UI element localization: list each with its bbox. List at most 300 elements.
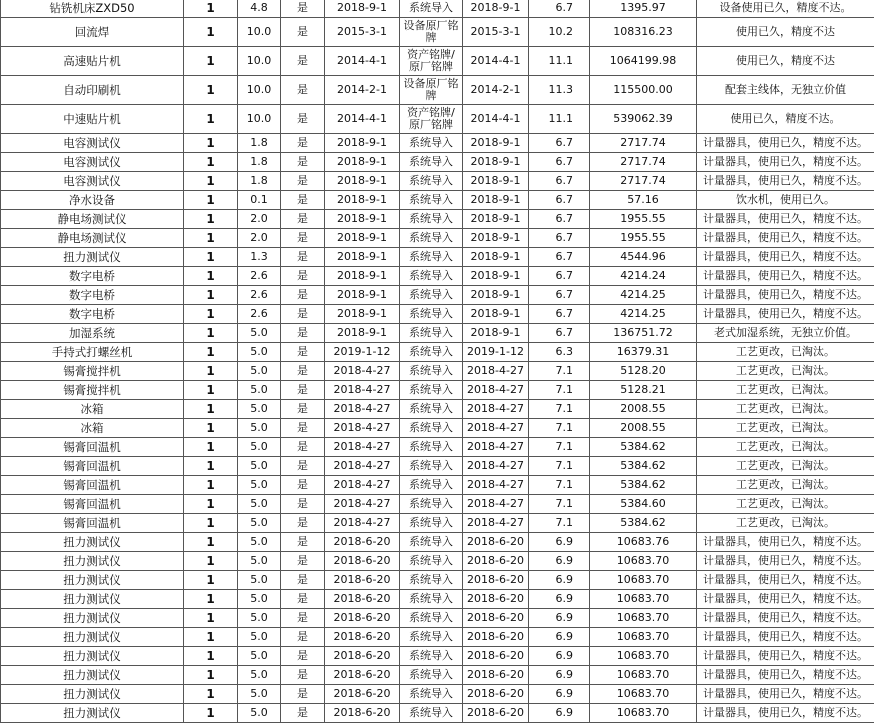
used-years-cell: 6.3 [529,343,590,362]
useful-life-cell: 2.0 [238,210,281,229]
used-years-cell: 7.1 [529,419,590,438]
disposal-reason-cell: 工艺更改，已淘汰。 [697,343,874,362]
acquire-date-cell: 2018-6-20 [325,552,400,571]
evidence-source-cell: 系统导入 [400,362,463,381]
table-row [1,381,874,400]
useful-life-cell: 5.0 [238,495,281,514]
flag-cell: 是 [281,153,325,172]
original-value-cell: 5384.62 [590,476,697,495]
quantity-cell: 1 [184,343,238,362]
table-row [1,533,874,552]
quantity-cell: 1 [184,18,238,47]
equipment-name-cell: 自动印刷机 [1,76,184,105]
flag-cell: 是 [281,400,325,419]
acquire-date-cell: 2018-6-20 [325,533,400,552]
used-years-cell: 7.1 [529,495,590,514]
acquire-date-cell: 2018-4-27 [325,362,400,381]
disposal-reason-cell: 设备使用已久，精度不达。 [697,0,874,18]
start-date-cell: 2018-4-27 [463,400,529,419]
quantity-cell: 1 [184,571,238,590]
acquire-date-cell: 2018-4-27 [325,476,400,495]
flag-cell: 是 [281,305,325,324]
evidence-source-cell: 系统导入 [400,381,463,400]
flag-cell: 是 [281,685,325,704]
evidence-source-cell: 系统导入 [400,210,463,229]
evidence-source-cell: 资产铭牌/原厂铭牌 [400,47,463,76]
acquire-date-cell: 2018-9-1 [325,229,400,248]
flag-cell: 是 [281,229,325,248]
start-date-cell: 2018-6-20 [463,666,529,685]
start-date-cell: 2018-9-1 [463,134,529,153]
evidence-source-cell: 系统导入 [400,438,463,457]
acquire-date-cell: 2018-9-1 [325,248,400,267]
quantity-cell: 1 [184,153,238,172]
used-years-cell: 6.7 [529,305,590,324]
start-date-cell: 2014-4-1 [463,47,529,76]
used-years-cell: 7.1 [529,476,590,495]
disposal-reason-cell: 计量器具，使用已久，精度不达。 [697,590,874,609]
start-date-cell: 2018-9-1 [463,172,529,191]
evidence-source-cell: 系统导入 [400,514,463,533]
disposal-reason-cell: 计量器具，使用已久，精度不达。 [697,571,874,590]
start-date-cell: 2018-6-20 [463,590,529,609]
start-date-cell: 2018-9-1 [463,305,529,324]
quantity-cell: 1 [184,305,238,324]
flag-cell: 是 [281,514,325,533]
acquire-date-cell: 2018-9-1 [325,172,400,191]
table-row [1,476,874,495]
quantity-cell: 1 [184,400,238,419]
equipment-name-cell: 净水设备 [1,191,184,210]
evidence-source-cell: 系统导入 [400,134,463,153]
evidence-source-cell: 设备原厂铭牌 [400,18,463,47]
disposal-reason-cell: 工艺更改，已淘汰。 [697,438,874,457]
table-row [1,495,874,514]
start-date-cell: 2018-4-27 [463,514,529,533]
used-years-cell: 6.7 [529,229,590,248]
table-row [1,343,874,362]
equipment-name-cell: 扭力测试仪 [1,590,184,609]
original-value-cell: 5384.62 [590,457,697,476]
acquire-date-cell: 2018-9-1 [325,267,400,286]
useful-life-cell: 5.0 [238,324,281,343]
start-date-cell: 2018-4-27 [463,457,529,476]
start-date-cell: 2019-1-12 [463,343,529,362]
disposal-reason-cell: 工艺更改，已淘汰。 [697,362,874,381]
flag-cell: 是 [281,647,325,666]
useful-life-cell: 5.0 [238,609,281,628]
useful-life-cell: 2.0 [238,229,281,248]
quantity-cell: 1 [184,476,238,495]
disposal-reason-cell: 计量器具，使用已久，精度不达。 [697,628,874,647]
equipment-name-cell: 钻铣机床ZXD50 [1,0,184,18]
acquire-date-cell: 2018-6-20 [325,647,400,666]
flag-cell: 是 [281,210,325,229]
quantity-cell: 1 [184,457,238,476]
equipment-name-cell: 锡膏回温机 [1,495,184,514]
flag-cell: 是 [281,324,325,343]
original-value-cell: 4214.24 [590,267,697,286]
evidence-source-cell: 系统导入 [400,191,463,210]
original-value-cell: 4544.96 [590,248,697,267]
equipment-name-cell: 数字电桥 [1,305,184,324]
table-row [1,457,874,476]
table-row [1,685,874,704]
useful-life-cell: 10.0 [238,105,281,134]
start-date-cell: 2018-4-27 [463,438,529,457]
evidence-source-cell: 系统导入 [400,647,463,666]
original-value-cell: 2008.55 [590,419,697,438]
original-value-cell: 1064199.98 [590,47,697,76]
evidence-source-cell: 系统导入 [400,533,463,552]
equipment-name-cell: 扭力测试仪 [1,552,184,571]
used-years-cell: 6.7 [529,324,590,343]
evidence-source-cell: 系统导入 [400,457,463,476]
used-years-cell: 6.9 [529,685,590,704]
disposal-reason-cell: 工艺更改，已淘汰。 [697,400,874,419]
flag-cell: 是 [281,666,325,685]
useful-life-cell: 5.0 [238,419,281,438]
useful-life-cell: 5.0 [238,362,281,381]
used-years-cell: 7.1 [529,362,590,381]
useful-life-cell: 5.0 [238,438,281,457]
used-years-cell: 6.9 [529,647,590,666]
evidence-source-cell: 系统导入 [400,419,463,438]
used-years-cell: 6.7 [529,248,590,267]
flag-cell: 是 [281,704,325,723]
original-value-cell: 10683.70 [590,685,697,704]
evidence-source-cell: 系统导入 [400,286,463,305]
acquire-date-cell: 2014-4-1 [325,47,400,76]
disposal-reason-cell: 计量器具，使用已久，精度不达。 [697,134,874,153]
disposal-reason-cell: 计量器具，使用已久，精度不达。 [697,552,874,571]
used-years-cell: 6.7 [529,267,590,286]
disposal-reason-cell: 饮水机，使用已久。 [697,191,874,210]
disposal-reason-cell: 使用已久，精度不达。 [697,105,874,134]
flag-cell: 是 [281,476,325,495]
flag-cell: 是 [281,267,325,286]
table-row [1,134,874,153]
table-body [1,0,874,723]
acquire-date-cell: 2018-9-1 [325,153,400,172]
table-row [1,0,874,18]
start-date-cell: 2018-6-20 [463,571,529,590]
equipment-name-cell: 锡膏回温机 [1,514,184,533]
equipment-name-cell: 数字电桥 [1,267,184,286]
table-row [1,419,874,438]
original-value-cell: 10683.70 [590,571,697,590]
quantity-cell: 1 [184,609,238,628]
useful-life-cell: 5.0 [238,514,281,533]
used-years-cell: 6.7 [529,172,590,191]
useful-life-cell: 5.0 [238,457,281,476]
original-value-cell: 10683.70 [590,590,697,609]
original-value-cell: 16379.31 [590,343,697,362]
equipment-name-cell: 回流焊 [1,18,184,47]
useful-life-cell: 5.0 [238,628,281,647]
acquire-date-cell: 2018-4-27 [325,419,400,438]
original-value-cell: 57.16 [590,191,697,210]
start-date-cell: 2018-9-1 [463,153,529,172]
useful-life-cell: 10.0 [238,76,281,105]
evidence-source-cell: 系统导入 [400,267,463,286]
useful-life-cell: 5.0 [238,400,281,419]
evidence-source-cell: 系统导入 [400,305,463,324]
flag-cell: 是 [281,18,325,47]
acquire-date-cell: 2018-9-1 [325,286,400,305]
acquire-date-cell: 2019-1-12 [325,343,400,362]
table-row [1,552,874,571]
quantity-cell: 1 [184,105,238,134]
table-row [1,590,874,609]
table-row [1,362,874,381]
useful-life-cell: 5.0 [238,533,281,552]
quantity-cell: 1 [184,362,238,381]
original-value-cell: 5128.21 [590,381,697,400]
table-row [1,666,874,685]
start-date-cell: 2014-4-1 [463,105,529,134]
flag-cell: 是 [281,438,325,457]
start-date-cell: 2018-9-1 [463,267,529,286]
table-row [1,305,874,324]
acquire-date-cell: 2018-6-20 [325,609,400,628]
start-date-cell: 2015-3-1 [463,18,529,47]
flag-cell: 是 [281,419,325,438]
useful-life-cell: 4.8 [238,0,281,18]
disposal-reason-cell: 计量器具，使用已久，精度不达。 [697,704,874,723]
evidence-source-cell: 系统导入 [400,685,463,704]
useful-life-cell: 10.0 [238,47,281,76]
acquire-date-cell: 2018-9-1 [325,191,400,210]
equipment-name-cell: 冰箱 [1,400,184,419]
useful-life-cell: 2.6 [238,286,281,305]
disposal-reason-cell: 老式加湿系统，无独立价值。 [697,324,874,343]
flag-cell: 是 [281,343,325,362]
disposal-reason-cell: 工艺更改，已淘汰。 [697,419,874,438]
original-value-cell: 136751.72 [590,324,697,343]
disposal-reason-cell: 计量器具，使用已久，精度不达。 [697,248,874,267]
used-years-cell: 6.9 [529,628,590,647]
acquire-date-cell: 2018-4-27 [325,381,400,400]
original-value-cell: 1395.97 [590,0,697,18]
equipment-name-cell: 扭力测试仪 [1,666,184,685]
disposal-reason-cell: 计量器具，使用已久，精度不达。 [697,533,874,552]
start-date-cell: 2018-9-1 [463,210,529,229]
table-row [1,571,874,590]
start-date-cell: 2018-9-1 [463,248,529,267]
useful-life-cell: 5.0 [238,381,281,400]
equipment-name-cell: 扭力测试仪 [1,685,184,704]
table-row [1,647,874,666]
quantity-cell: 1 [184,552,238,571]
table-row [1,210,874,229]
equipment-name-cell: 电容测试仪 [1,134,184,153]
start-date-cell: 2018-4-27 [463,419,529,438]
evidence-source-cell: 系统导入 [400,590,463,609]
table-row [1,400,874,419]
useful-life-cell: 5.0 [238,476,281,495]
quantity-cell: 1 [184,704,238,723]
equipment-name-cell: 手持式打螺丝机 [1,343,184,362]
table-row [1,248,874,267]
flag-cell: 是 [281,76,325,105]
flag-cell: 是 [281,495,325,514]
start-date-cell: 2018-9-1 [463,324,529,343]
equipment-name-cell: 锡膏搅拌机 [1,381,184,400]
original-value-cell: 2717.74 [590,134,697,153]
disposal-reason-cell: 计量器具，使用已久，精度不达。 [697,666,874,685]
flag-cell: 是 [281,134,325,153]
useful-life-cell: 1.8 [238,153,281,172]
acquire-date-cell: 2018-6-20 [325,628,400,647]
acquire-date-cell: 2018-6-20 [325,666,400,685]
evidence-source-cell: 系统导入 [400,400,463,419]
disposal-reason-cell: 计量器具，使用已久，精度不达。 [697,647,874,666]
disposal-reason-cell: 计量器具，使用已久，精度不达。 [697,286,874,305]
useful-life-cell: 0.1 [238,191,281,210]
table-row [1,514,874,533]
equipment-name-cell: 锡膏搅拌机 [1,362,184,381]
flag-cell: 是 [281,552,325,571]
useful-life-cell: 2.6 [238,305,281,324]
used-years-cell: 6.9 [529,552,590,571]
equipment-name-cell: 静电场测试仪 [1,210,184,229]
useful-life-cell: 5.0 [238,590,281,609]
equipment-name-cell: 扭力测试仪 [1,571,184,590]
start-date-cell: 2018-6-20 [463,704,529,723]
used-years-cell: 6.9 [529,590,590,609]
equipment-name-cell: 电容测试仪 [1,153,184,172]
useful-life-cell: 1.8 [238,172,281,191]
useful-life-cell: 10.0 [238,18,281,47]
evidence-source-cell: 设备原厂铭牌 [400,76,463,105]
start-date-cell: 2014-2-1 [463,76,529,105]
disposal-reason-cell: 工艺更改，已淘汰。 [697,381,874,400]
evidence-source-cell: 系统导入 [400,571,463,590]
equipment-name-cell: 锡膏回温机 [1,438,184,457]
equipment-name-cell: 锡膏回温机 [1,457,184,476]
acquire-date-cell: 2018-4-27 [325,495,400,514]
table-row [1,267,874,286]
flag-cell: 是 [281,533,325,552]
quantity-cell: 1 [184,210,238,229]
equipment-name-cell: 数字电桥 [1,286,184,305]
used-years-cell: 6.9 [529,666,590,685]
disposal-reason-cell: 计量器具，使用已久，精度不达。 [697,267,874,286]
equipment-name-cell: 扭力测试仪 [1,533,184,552]
disposal-reason-cell: 计量器具，使用已久，精度不达。 [697,685,874,704]
disposal-reason-cell: 计量器具，使用已久，精度不达。 [697,305,874,324]
flag-cell: 是 [281,571,325,590]
table-row [1,628,874,647]
disposal-reason-cell: 工艺更改，已淘汰。 [697,495,874,514]
flag-cell: 是 [281,248,325,267]
disposal-reason-cell: 使用已久，精度不达 [697,18,874,47]
evidence-source-cell: 系统导入 [400,628,463,647]
evidence-source-cell: 系统导入 [400,229,463,248]
used-years-cell: 7.1 [529,381,590,400]
used-years-cell: 7.1 [529,514,590,533]
equipment-name-cell: 高速贴片机 [1,47,184,76]
disposal-reason-cell: 工艺更改，已淘汰。 [697,476,874,495]
evidence-source-cell: 资产铭牌/原厂铭牌 [400,105,463,134]
original-value-cell: 5384.62 [590,514,697,533]
quantity-cell: 1 [184,0,238,18]
equipment-name-cell: 扭力测试仪 [1,628,184,647]
start-date-cell: 2018-9-1 [463,191,529,210]
useful-life-cell: 5.0 [238,571,281,590]
useful-life-cell: 5.0 [238,704,281,723]
acquire-date-cell: 2018-9-1 [325,305,400,324]
used-years-cell: 6.7 [529,286,590,305]
table-row [1,153,874,172]
original-value-cell: 2717.74 [590,153,697,172]
acquire-date-cell: 2018-6-20 [325,571,400,590]
quantity-cell: 1 [184,647,238,666]
quantity-cell: 1 [184,381,238,400]
useful-life-cell: 5.0 [238,647,281,666]
used-years-cell: 7.1 [529,400,590,419]
useful-life-cell: 1.3 [238,248,281,267]
original-value-cell: 2717.74 [590,172,697,191]
equipment-name-cell: 扭力测试仪 [1,647,184,666]
flag-cell: 是 [281,609,325,628]
disposal-reason-cell: 使用已久，精度不达 [697,47,874,76]
equipment-name-cell: 锡膏回温机 [1,476,184,495]
table-row [1,609,874,628]
original-value-cell: 5128.20 [590,362,697,381]
original-value-cell: 10683.70 [590,609,697,628]
quantity-cell: 1 [184,685,238,704]
evidence-source-cell: 系统导入 [400,324,463,343]
quantity-cell: 1 [184,438,238,457]
disposal-reason-cell: 计量器具，使用已久，精度不达。 [697,609,874,628]
start-date-cell: 2018-6-20 [463,647,529,666]
useful-life-cell: 5.0 [238,343,281,362]
evidence-source-cell: 系统导入 [400,666,463,685]
flag-cell: 是 [281,105,325,134]
quantity-cell: 1 [184,267,238,286]
start-date-cell: 2018-6-20 [463,609,529,628]
flag-cell: 是 [281,47,325,76]
table-row [1,18,874,47]
evidence-source-cell: 系统导入 [400,248,463,267]
quantity-cell: 1 [184,324,238,343]
original-value-cell: 5384.62 [590,438,697,457]
evidence-source-cell: 系统导入 [400,704,463,723]
original-value-cell: 4214.25 [590,286,697,305]
evidence-source-cell: 系统导入 [400,476,463,495]
used-years-cell: 11.1 [529,47,590,76]
used-years-cell: 6.9 [529,704,590,723]
original-value-cell: 10683.70 [590,552,697,571]
equipment-name-cell: 扭力测试仪 [1,704,184,723]
flag-cell: 是 [281,286,325,305]
used-years-cell: 6.9 [529,609,590,628]
start-date-cell: 2018-9-1 [463,286,529,305]
disposal-reason-cell: 计量器具，使用已久，精度不达。 [697,172,874,191]
used-years-cell: 6.7 [529,191,590,210]
original-value-cell: 10683.70 [590,666,697,685]
original-value-cell: 10683.70 [590,628,697,647]
original-value-cell: 10683.70 [590,704,697,723]
quantity-cell: 1 [184,134,238,153]
acquire-date-cell: 2015-3-1 [325,18,400,47]
disposal-reason-cell: 配套主线体，无独立价值 [697,76,874,105]
quantity-cell: 1 [184,590,238,609]
table-row [1,438,874,457]
quantity-cell: 1 [184,47,238,76]
